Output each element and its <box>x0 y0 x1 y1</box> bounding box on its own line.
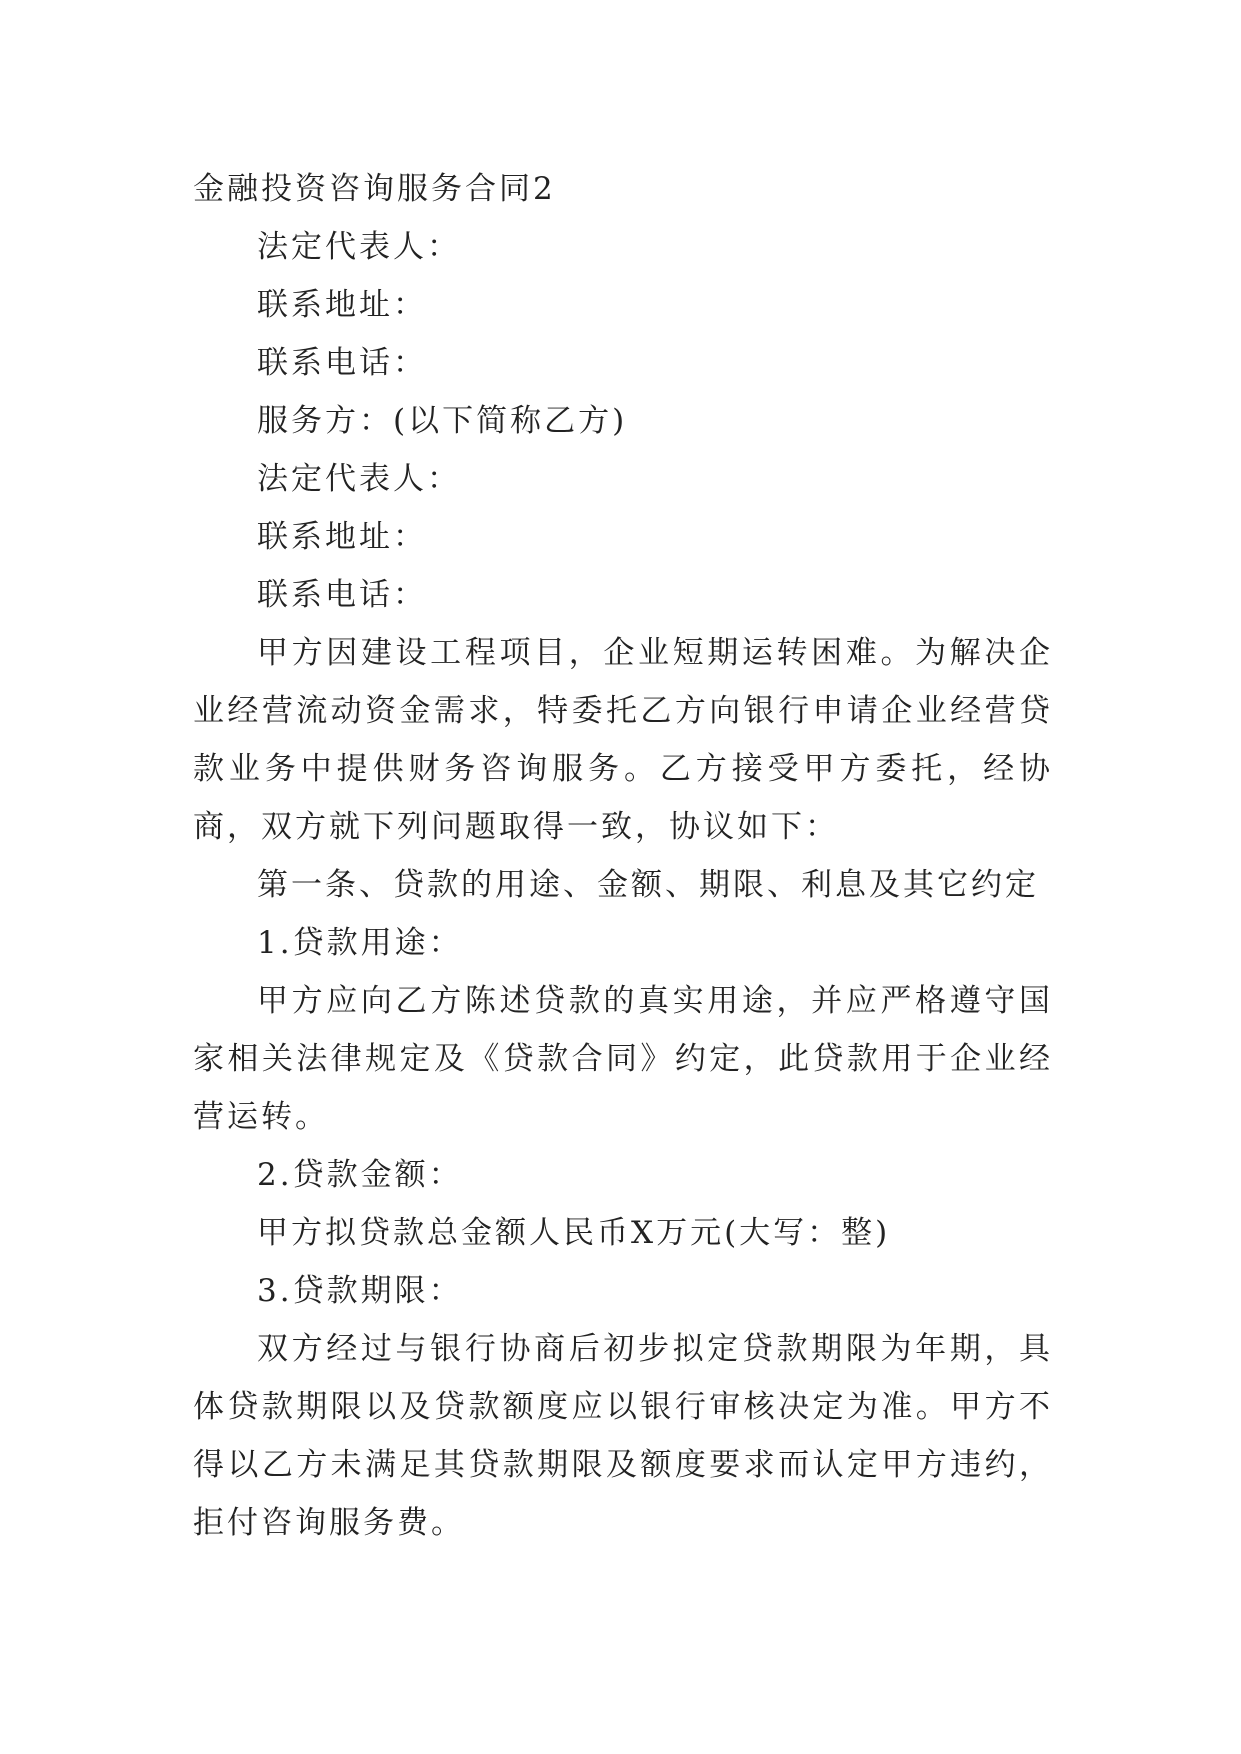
party-a-legal-rep: 法定代表人： <box>257 229 461 265</box>
document-title: 金融投资咨询服务合同2 <box>193 171 556 207</box>
loan-term-text: 双方经过与银行协商后初步拟定贷款期限为年期，具体贷款期限以及贷款额度应以银行审核决定为准。甲方不得以乙方未满足其贷款期限及额度要求而认定甲方违约，拒付咨询服务费。 <box>193 1331 1053 1541</box>
intro-paragraph: 甲方因建设工程项目，企业短期运转困难。为解决企业经营流动资金需求，特委托乙方向银行申请企业经营贷款业务中提供财务咨询服务。乙方接受甲方委托，经协商，双方就下列问题取得一致，协议如下： <box>193 635 1053 845</box>
document-body <box>193 160 1053 1552</box>
article1-heading: 第一条、贷款的用途、金额、期限、利息及其它约定 <box>257 867 1039 903</box>
loan-purpose-label: 1.贷款用途： <box>257 925 463 961</box>
party-a-phone: 联系电话： <box>257 345 427 381</box>
party-b-legal-rep: 法定代表人： <box>257 461 461 497</box>
party-b-name: 服务方：(以下简称乙方) <box>257 403 628 439</box>
loan-amount-text: 甲方拟贷款总金额人民币X万元(大写：整) <box>257 1215 891 1251</box>
loan-purpose-text: 甲方应向乙方陈述贷款的真实用途，并应严格遵守国家相关法律规定及《贷款合同》约定，此贷款用于企业经营运转。 <box>193 983 1053 1135</box>
party-b-phone: 联系电话： <box>257 577 427 613</box>
party-a-address: 联系地址： <box>257 287 427 323</box>
loan-amount-label: 2.贷款金额： <box>257 1157 463 1193</box>
party-b-address: 联系地址： <box>257 519 427 555</box>
loan-term-label: 3.贷款期限： <box>257 1273 463 1309</box>
